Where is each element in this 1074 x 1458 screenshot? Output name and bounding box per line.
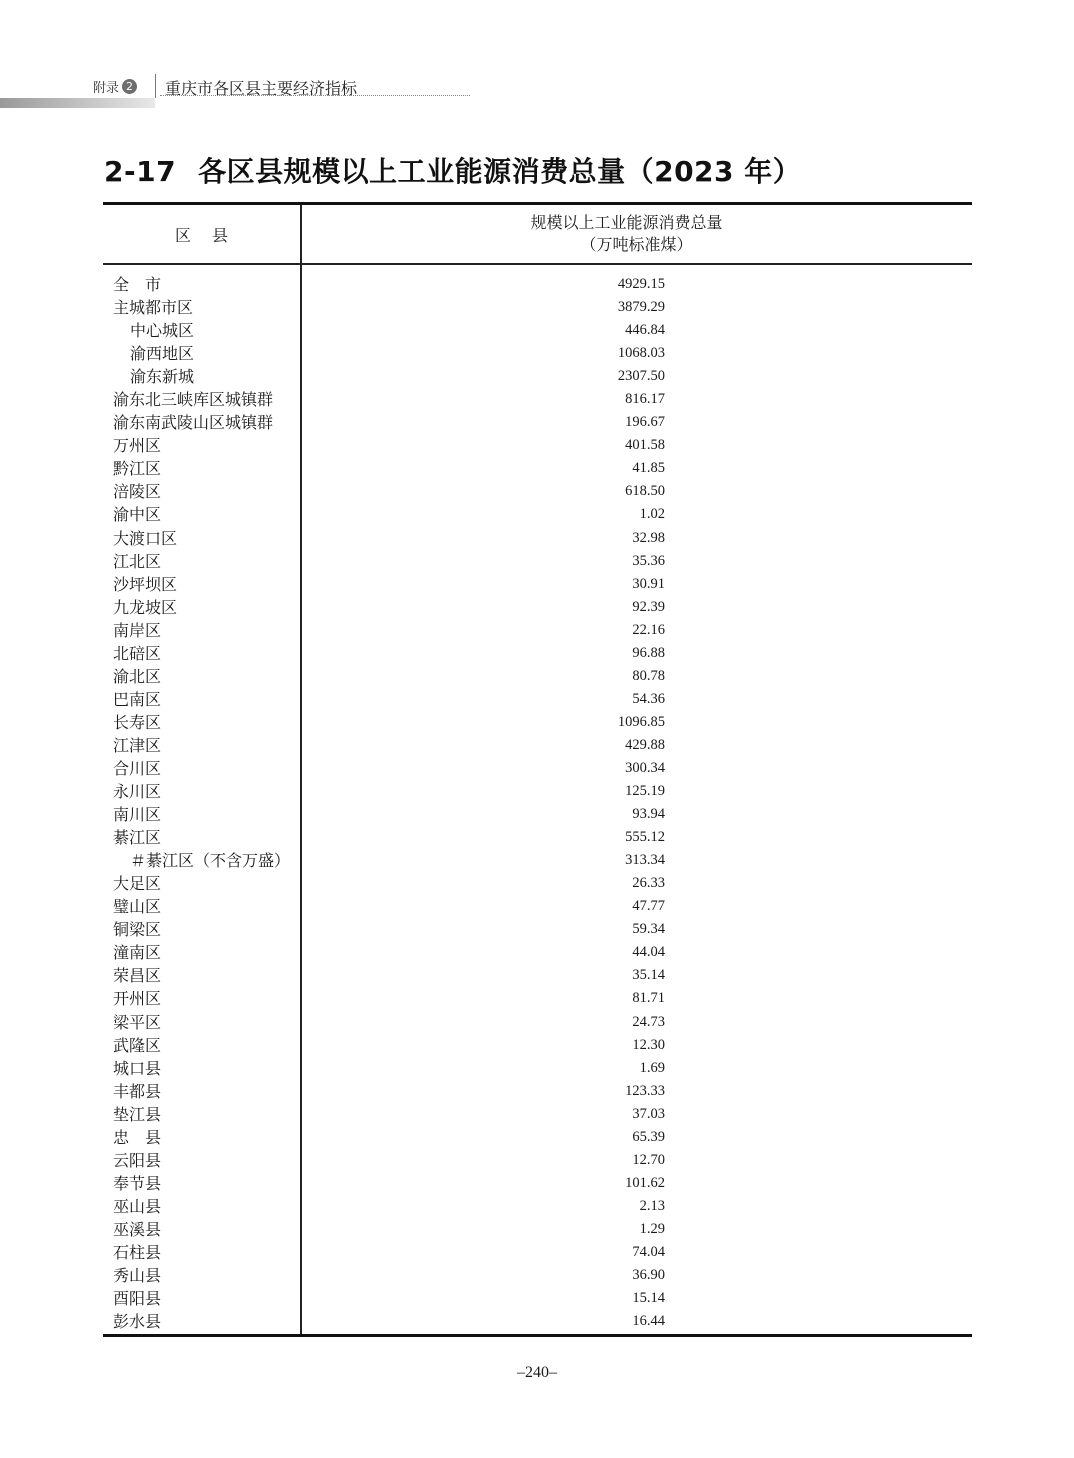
- data-table: [103, 202, 972, 1337]
- region-name: ＃綦江区（不含万盛）: [130, 851, 291, 871]
- table-row: [103, 826, 972, 849]
- region-name: 南岸区: [113, 620, 162, 640]
- region-name: 黔江区: [113, 459, 162, 479]
- table-row: [103, 918, 972, 941]
- region-name: 渝东南武陵山区城镇群: [113, 413, 274, 433]
- energy-value: 36.90: [632, 1267, 665, 1284]
- region-name: 綦江区: [113, 828, 162, 848]
- table-row: [103, 849, 972, 872]
- table-row: [103, 734, 972, 757]
- table-row: [103, 388, 972, 411]
- table-row: [103, 872, 972, 895]
- column-header-value-title: 规模以上工业能源消费总量: [530, 213, 723, 232]
- table-row: [103, 642, 972, 665]
- energy-value: 401.58: [625, 437, 665, 454]
- table-row: [103, 1218, 972, 1241]
- energy-value: 446.84: [625, 322, 665, 339]
- appendix-tag: [93, 76, 137, 96]
- region-name: 酉阳县: [113, 1289, 162, 1309]
- region-name: 北碚区: [113, 643, 162, 663]
- table-row: [103, 941, 972, 964]
- table-row: [103, 573, 972, 596]
- table-row: [103, 1149, 972, 1172]
- region-name: 荣昌区: [113, 966, 162, 986]
- region-name: 大渡口区: [113, 528, 178, 548]
- energy-value: 3879.29: [617, 299, 665, 316]
- region-name: 九龙坡区: [113, 597, 178, 617]
- region-name: 璧山区: [113, 897, 162, 917]
- region-name: 大足区: [113, 874, 162, 894]
- region-name: 渝东新城: [130, 367, 195, 387]
- energy-value: 15.14: [632, 1290, 665, 1307]
- table-row: [103, 688, 972, 711]
- table-row: [103, 596, 972, 619]
- region-name: 巫山县: [113, 1196, 162, 1216]
- region-name: 渝北区: [113, 666, 162, 686]
- table-row: [103, 1195, 972, 1218]
- energy-value: 44.04: [632, 944, 665, 961]
- region-name: 渝中区: [113, 505, 162, 525]
- table-row: [103, 803, 972, 826]
- region-name: 涪陵区: [113, 482, 162, 502]
- region-name: 彭水县: [113, 1312, 162, 1332]
- table-row: [103, 1126, 972, 1149]
- energy-value: 101.62: [625, 1174, 665, 1191]
- table-row: [103, 411, 972, 434]
- appendix-number: 2: [122, 79, 137, 94]
- region-name: 全 市: [113, 275, 162, 294]
- region-name: 垫江县: [113, 1104, 162, 1124]
- region-name: 南川区: [113, 805, 162, 825]
- energy-value: 81.71: [632, 990, 665, 1007]
- table-row: [103, 319, 972, 342]
- table-code: 2-17: [104, 155, 177, 188]
- energy-value: 555.12: [625, 829, 665, 846]
- energy-value: 65.39: [632, 1128, 665, 1145]
- table-row: [103, 987, 972, 1010]
- energy-value: 32.98: [632, 529, 665, 546]
- energy-value: 59.34: [632, 921, 665, 938]
- table-row: [103, 1103, 972, 1126]
- table-row: [103, 1034, 972, 1057]
- region-name: 奉节县: [113, 1173, 162, 1193]
- table-row: [103, 1057, 972, 1080]
- region-name: 潼南区: [113, 943, 162, 963]
- energy-value: 4929.15: [617, 276, 665, 292]
- column-header-value-unit: （万吨标准煤）: [580, 235, 693, 254]
- region-name: 渝西地区: [130, 344, 195, 364]
- header-separator: [155, 74, 156, 98]
- region-name: 江津区: [113, 735, 162, 755]
- energy-value: 16.44: [632, 1313, 665, 1330]
- energy-value: 80.78: [632, 667, 665, 684]
- energy-value: 125.19: [625, 783, 665, 800]
- table-row: [103, 480, 972, 503]
- column-header-value: [301, 205, 972, 263]
- energy-value: 22.16: [632, 621, 665, 638]
- table-row: [103, 296, 972, 319]
- region-name: 主城都市区: [113, 298, 194, 318]
- region-name: 城口县: [113, 1058, 162, 1078]
- table-row: [103, 1080, 972, 1103]
- table-row: [103, 665, 972, 688]
- region-name: 石柱县: [113, 1242, 162, 1262]
- table-row: [103, 964, 972, 987]
- column-header-region: 区 县: [174, 225, 229, 245]
- table-row: [103, 457, 972, 480]
- region-name: 云阳县: [113, 1150, 162, 1170]
- region-name: 沙坪坝区: [113, 574, 178, 594]
- energy-value: 1096.85: [617, 713, 665, 730]
- energy-value: 37.03: [632, 1105, 665, 1122]
- region-name: 江北区: [113, 551, 162, 571]
- region-name: 铜梁区: [113, 920, 162, 940]
- region-name: 巴南区: [113, 689, 162, 709]
- energy-value: 26.33: [632, 875, 665, 892]
- energy-value: 618.50: [625, 483, 665, 500]
- energy-value: 35.14: [632, 967, 665, 984]
- table-row: [103, 365, 972, 388]
- energy-value: 429.88: [625, 736, 665, 753]
- energy-value: 2307.50: [617, 368, 665, 385]
- energy-value: 2.13: [639, 1197, 665, 1214]
- running-header-title: 重庆市各区县主要经济指标: [165, 79, 358, 98]
- energy-value: 54.36: [632, 690, 665, 707]
- header-rule: [103, 263, 972, 265]
- table-row: [103, 527, 972, 550]
- region-name: 永川区: [113, 782, 162, 802]
- energy-value: 123.33: [625, 1082, 665, 1099]
- table-row: [103, 757, 972, 780]
- energy-value: 196.67: [625, 414, 665, 431]
- energy-value: 47.77: [632, 898, 665, 915]
- region-name: 中心城区: [130, 321, 195, 341]
- energy-value: 12.30: [632, 1036, 665, 1053]
- energy-value: 35.36: [632, 552, 665, 569]
- energy-value: 1.69: [639, 1059, 665, 1076]
- region-name: 万州区: [113, 436, 162, 456]
- energy-value: 24.73: [632, 1013, 665, 1030]
- region-name: 武隆区: [113, 1035, 162, 1055]
- energy-value: 1.02: [639, 506, 665, 523]
- table-row: [103, 550, 972, 573]
- header-dotted-rule: [160, 95, 470, 96]
- table-row: [103, 1264, 972, 1287]
- energy-value: 816.17: [625, 391, 665, 408]
- table-row: [103, 711, 972, 734]
- region-name: 忠 县: [113, 1127, 162, 1147]
- energy-value: 74.04: [632, 1243, 665, 1260]
- table-body: [103, 273, 972, 1333]
- region-name: 丰都县: [113, 1081, 162, 1101]
- page-number: –240–: [517, 1364, 557, 1381]
- table-title-text: 各区县规模以上工业能源消费总量（2023 年）: [198, 155, 802, 188]
- energy-value: 1068.03: [617, 345, 665, 362]
- table-row: [103, 1172, 972, 1195]
- energy-value: 30.91: [632, 575, 665, 592]
- energy-value: 300.34: [625, 759, 665, 776]
- table-row: [103, 1011, 972, 1034]
- energy-value: 313.34: [625, 852, 665, 869]
- energy-value: 96.88: [632, 644, 665, 661]
- energy-value: 41.85: [632, 460, 665, 477]
- region-name: 秀山县: [113, 1266, 162, 1286]
- page-title: [104, 150, 801, 190]
- table-row: [103, 1310, 972, 1333]
- table-row: [103, 1241, 972, 1264]
- table-row: [103, 434, 972, 457]
- table-row: [103, 273, 972, 296]
- table-row: [103, 895, 972, 918]
- table-row: [103, 619, 972, 642]
- table-row: [103, 780, 972, 803]
- header-decor-bar: [0, 98, 155, 108]
- energy-value: 1.29: [639, 1220, 665, 1237]
- energy-value: 93.94: [632, 806, 665, 823]
- region-name: 开州区: [113, 989, 162, 1009]
- appendix-label: 附录: [93, 80, 120, 96]
- table-row: [103, 503, 972, 526]
- region-name: 长寿区: [113, 712, 162, 732]
- energy-value: 12.70: [632, 1151, 665, 1168]
- region-name: 梁平区: [113, 1012, 162, 1032]
- table-row: [103, 342, 972, 365]
- region-name: 合川区: [113, 758, 162, 778]
- table-row: [103, 1287, 972, 1310]
- region-name: 渝东北三峡库区城镇群: [113, 390, 274, 410]
- energy-value: 92.39: [632, 598, 665, 615]
- region-name: 巫溪县: [113, 1219, 162, 1239]
